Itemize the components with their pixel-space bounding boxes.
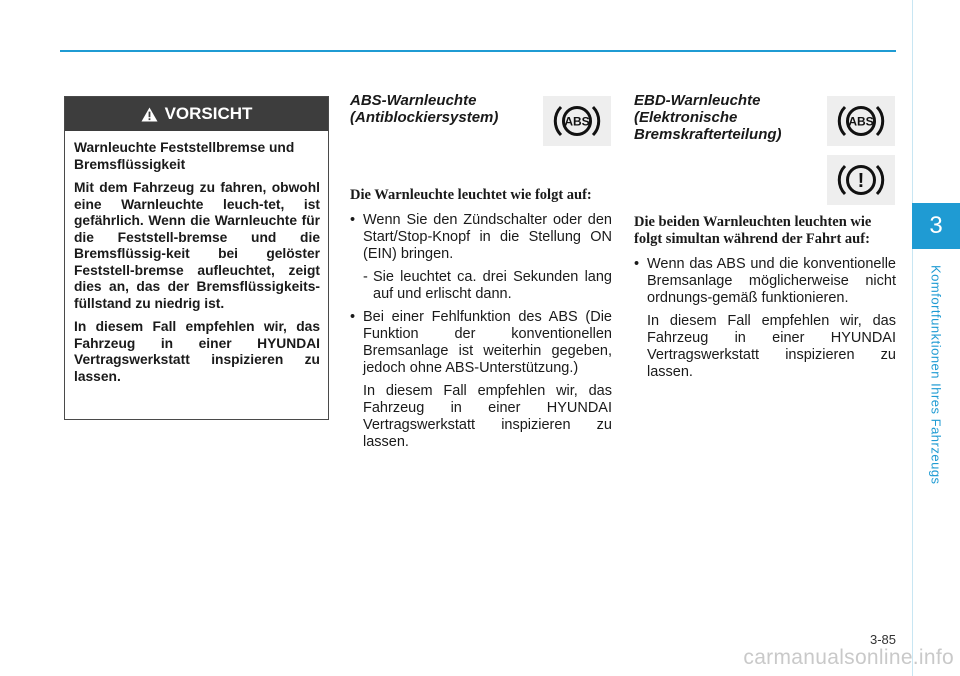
abs-subheading: Die Warnleuchte leuchtet wie folgt auf: — [350, 187, 592, 203]
page-number: 3-85 — [869, 632, 896, 647]
abs-warning-icon — [835, 101, 887, 141]
caution-box — [64, 96, 329, 420]
ebd-brake-warning-light — [827, 155, 895, 205]
ebd-paragraph: In diesem Fall empfehlen wir, das Fahrzeug in einer HYUNDAI Vertragswerkstatt inspizieren zu lassen. — [647, 313, 896, 380]
svg-text:ABS: ABS — [564, 114, 590, 129]
abs-bullet: • Wenn Sie den Zündschalter oder den Start/Stop-Knopf in die Stellung ON (EIN) bringen. — [350, 212, 612, 263]
abs-warning-icon — [551, 101, 603, 141]
exclamation-warning-icon — [835, 160, 887, 200]
abs-dash-item: - Sie leuchtet ca. drei Sekunden lang auf und erlischt dann. — [350, 269, 612, 303]
caution-title: Warnleuchte Feststellbremse und Bremsflüssigkeit — [74, 140, 295, 172]
chapter-tab: 3 — [912, 203, 960, 249]
abs-warning-light — [543, 96, 611, 146]
watermark: carmanualsonline.info — [743, 646, 954, 669]
ebd-subheading: Die beiden Warnleuchten leuchten wie folgt simultan während der Fahrt auf: — [634, 214, 872, 247]
warning-triangle-icon — [141, 107, 158, 122]
ebd-heading: EBD-Warnleuchte (Elektronische Bremskrafterteilung) — [634, 92, 782, 143]
caution-body — [65, 131, 328, 385]
caution-label: VORSICHT — [164, 104, 253, 123]
svg-text:ABS: ABS — [848, 114, 874, 129]
abs-bullet: • Bei einer Fehlfunktion des ABS (Die Funktion der konventionellen Bremsanlage ist weiterhin gegeben, jedoch ohne ABS-Unterstützung.) — [350, 309, 612, 377]
svg-text:!: ! — [857, 170, 865, 192]
header-rule — [60, 50, 896, 52]
chapter-title-vertical — [912, 255, 960, 495]
abs-heading: ABS-Warnleuchte (Antiblockiersystem) — [350, 92, 499, 126]
chapter-title-text: Komfortfunktionen Ihres Fahrzeugs — [928, 265, 944, 485]
caution-header — [65, 97, 328, 131]
ebd-bullet: • Wenn das ABS und die konventionelle Bremsanlage möglicherweise nicht ordnungs-gemäß funktionieren. — [634, 256, 896, 307]
abs-heading-wrap — [350, 92, 520, 126]
abs-paragraph: In diesem Fall empfehlen wir, das Fahrzeug in einer HYUNDAI Vertragswerkstatt inspizieren zu lassen. — [363, 383, 612, 450]
caution-text: Mit dem Fahrzeug zu fahren, obwohl eine Warnleuchte leuch-tet, ist gefährlich. Wenn die Warnleuchte für die Feststell-bremse und die Bremsflüssig-keit bei gelöster Feststell-bremse aufleuchtet, zeigt dies an, das der Bremsflüssigkeits-füllstand zu niedrig ist. — [74, 180, 320, 311]
caution-text: In diesem Fall empfehlen wir, das Fahrzeug in einer HYUNDAI Vertragswerkstatt inspizieren zu lassen. — [74, 319, 320, 384]
ebd-abs-warning-light — [827, 96, 895, 146]
ebd-heading-wrap — [634, 92, 809, 143]
